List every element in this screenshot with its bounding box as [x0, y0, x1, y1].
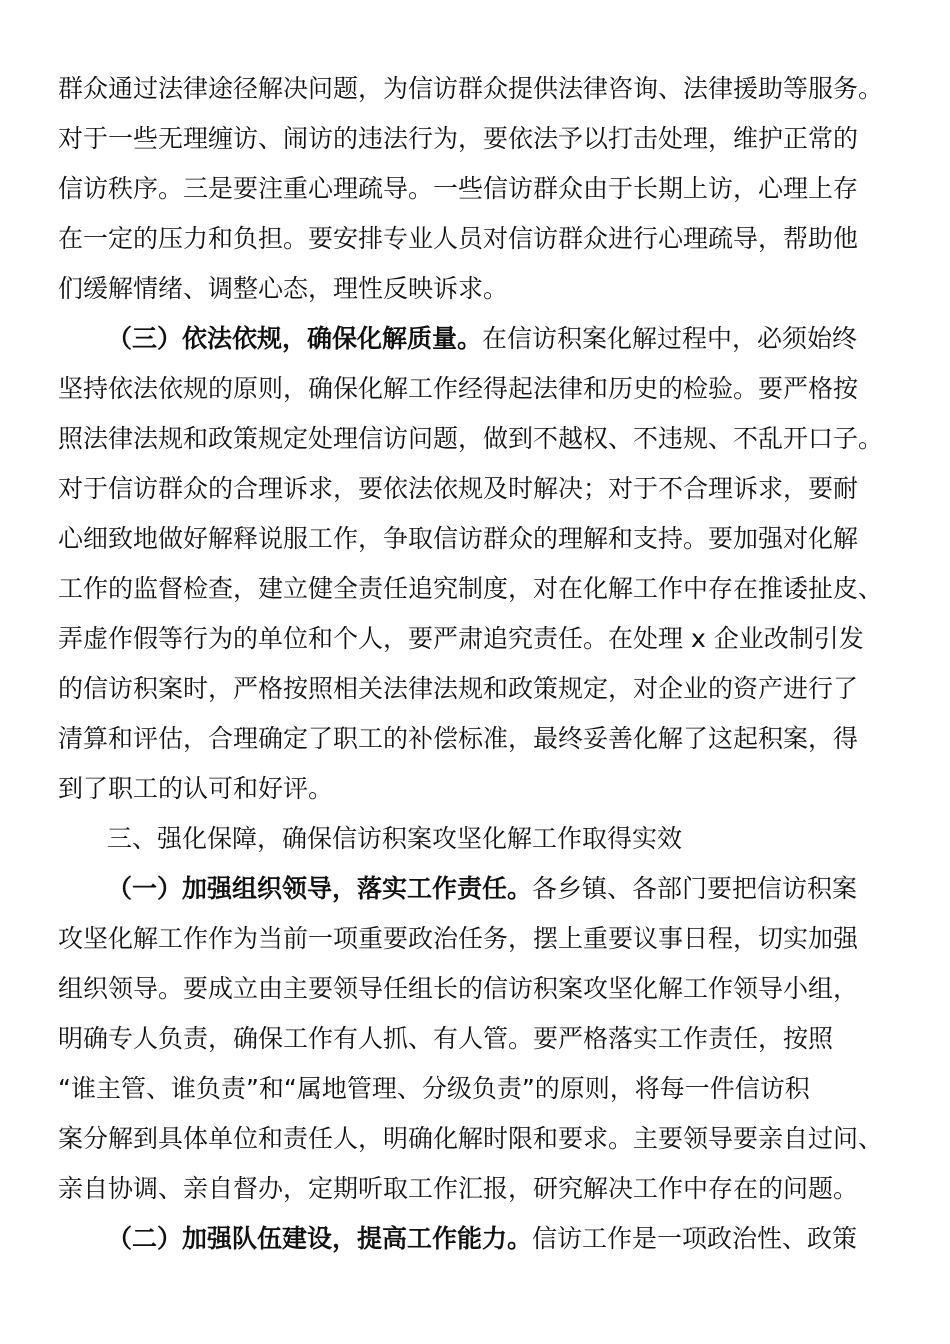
- line-text: 在信访积案化解过程中，必须始终: [482, 324, 858, 353]
- subheading-bold: （二）加强队伍建设，提高工作能力。: [107, 1224, 533, 1253]
- line-text: 清算和评估，合理确定了职工的补偿标准，最终妥善化解了这起积案，得: [58, 724, 859, 753]
- line-text: 组织领导。要成立由主要领导任组长的信访积案攻坚化解工作领导小组，: [58, 974, 859, 1003]
- paragraph-line: [0, 114, 950, 164]
- line-text: 们缓解情绪、调整心态，理性反映诉求。: [58, 274, 509, 303]
- line-text: 案分解到具体单位和责任人，明确化解时限和要求。主要领导要亲自过问、: [58, 1124, 884, 1153]
- subheading-bold: （三）依法依规，确保化解质量。: [107, 324, 483, 353]
- line-text: 明确专人负责，确保工作有人抓、有人管。要严格落实工作责任，按照: [58, 1024, 834, 1053]
- paragraph-line: [0, 564, 950, 614]
- paragraph-line: [0, 1064, 950, 1114]
- line-text: 亲自协调、亲自督办，定期听取工作汇报，研究解决工作中存在的问题。: [58, 1174, 859, 1203]
- paragraph-line: [0, 1114, 950, 1164]
- paragraph-line: [0, 164, 950, 214]
- paragraph-line: [0, 764, 950, 814]
- paragraph-line: [0, 964, 950, 1014]
- paragraph-line: [0, 214, 950, 264]
- paragraph-line: [0, 514, 950, 564]
- section-heading-text: 三、强化保障，确保信访积案攻坚化解工作取得实效: [107, 824, 683, 853]
- line-text: 各乡镇、各部门要把信访积案: [532, 874, 858, 903]
- line-text: “谁主管、谁负责”和“属地管理、分级负责”的原则，将每一件信访积: [58, 1074, 810, 1103]
- subheading-line: [0, 1214, 950, 1264]
- line-text: 坚持依法依规的原则，确保化解工作经得起法律和历史的检验。要严格按: [58, 374, 859, 403]
- section-heading: [0, 814, 950, 864]
- paragraph-line: [0, 664, 950, 714]
- subheading-line: [0, 314, 950, 364]
- line-text: 信访工作是一项政治性、政策: [532, 1224, 858, 1253]
- paragraph-line: [0, 364, 950, 414]
- line-text: 工作的监督检查，建立健全责任追究制度，对在化解工作中存在推诿扯皮、: [58, 574, 884, 603]
- line-text: 信访秩序。三是要注重心理疏导。一些信访群众由于长期上访，心理上存: [58, 174, 859, 203]
- line-text: 的信访积案时，严格按照相关法律法规和政策规定，对企业的资产进行了: [58, 674, 859, 703]
- paragraph-line: [0, 714, 950, 764]
- paragraph-line: [0, 64, 950, 114]
- paragraph-line: [0, 464, 950, 514]
- line-text: 在一定的压力和负担。要安排专业人员对信访群众进行心理疏导，帮助他: [58, 224, 859, 253]
- line-text: 对于一些无理缠访、闹访的违法行为，要依法予以打击处理，维护正常的: [58, 124, 859, 153]
- line-text: 心细致地做好解释说服工作，争取信访群众的理解和支持。要加强对化解: [58, 524, 859, 553]
- paragraph-line: [0, 414, 950, 464]
- subheading-bold: （一）加强组织领导，落实工作责任。: [107, 874, 533, 903]
- paragraph-line: [0, 1014, 950, 1064]
- paragraph-line: [0, 614, 950, 664]
- line-text: 照法律法规和政策规定处理信访问题，做到不越权、不违规、不乱开口子。: [58, 424, 884, 453]
- line-text: 到了职工的认可和好评。: [58, 774, 334, 803]
- subheading-line: [0, 864, 950, 914]
- line-text: 攻坚化解工作作为当前一项重要政治任务，摆上重要议事日程，切实加强: [58, 924, 859, 953]
- paragraph-line: [0, 1164, 950, 1214]
- line-text: 对于信访群众的合理诉求，要依法依规及时解决；对于不合理诉求，要耐: [58, 474, 859, 503]
- line-text: 群众通过法律途径解决问题，为信访群众提供法律咨询、法律援助等服务。: [58, 74, 884, 103]
- paragraph-line: [0, 264, 950, 314]
- paragraph-line: [0, 914, 950, 964]
- line-text: 弄虚作假等行为的单位和个人，要严肃追究责任。在处理 x 企业改制引发: [58, 624, 864, 653]
